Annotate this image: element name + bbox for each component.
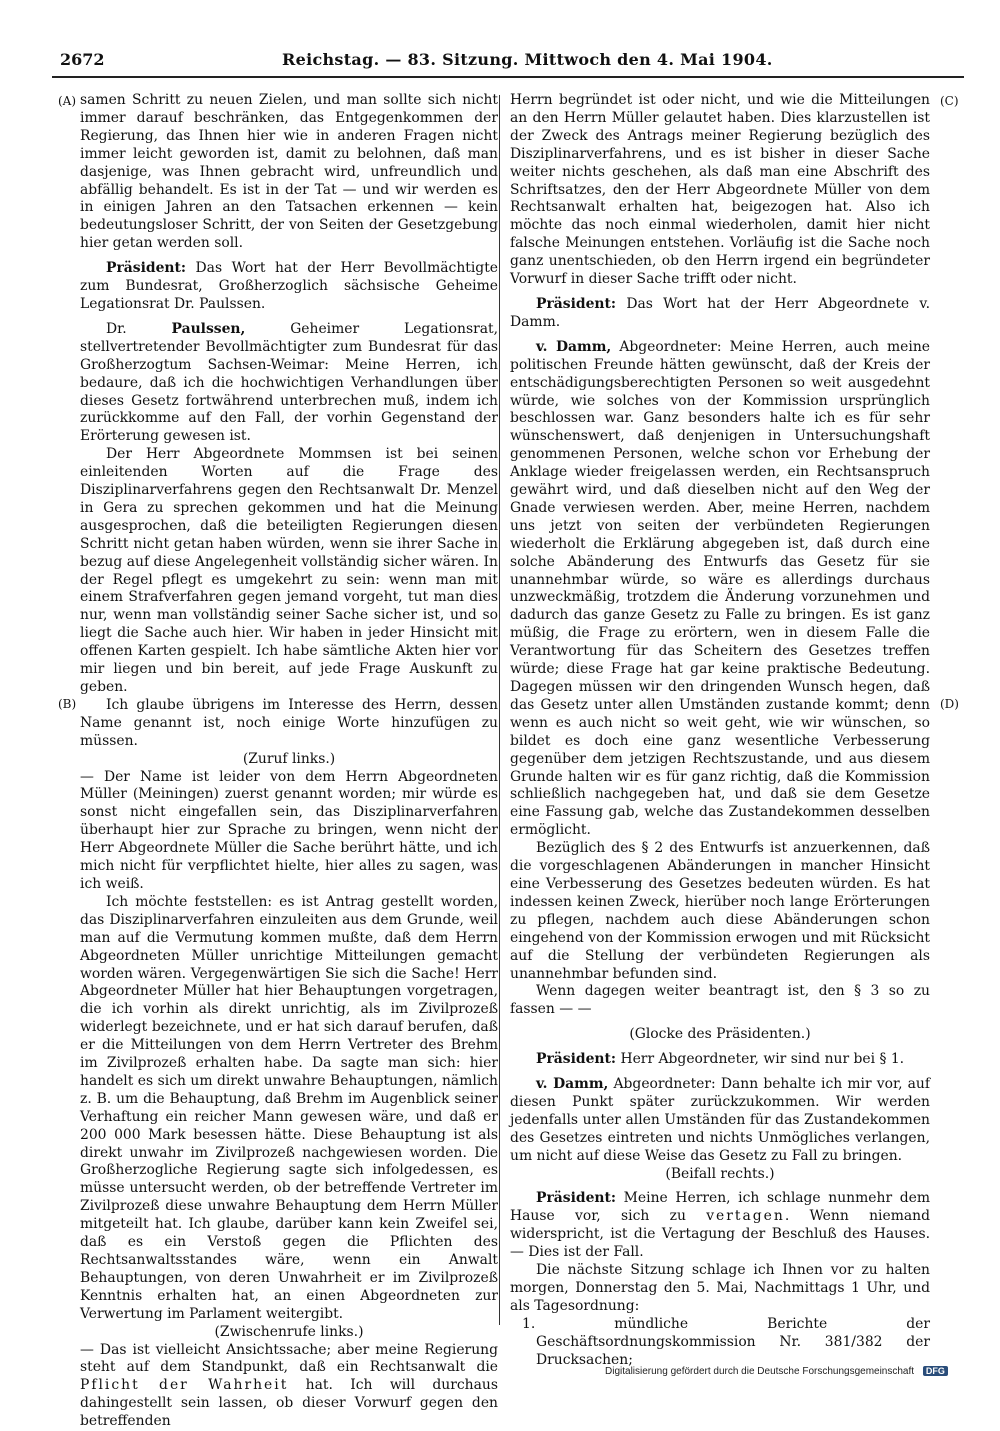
running-title: Reichstag. — 83. Sitzung. Mittwoch den 4. Mai 1904.: [282, 50, 773, 69]
speaker-title: Dr.: [106, 320, 172, 337]
paragraph: [510, 1190, 930, 1262]
right-column: [510, 92, 930, 1370]
paragraph: [510, 339, 930, 840]
paragraph: samen Schritt zu neuen Zielen, und man sollte sich nicht immer darauf beschränken, das Entgegenkommen der Regierung, das Ihnen hier wie in anderen Fragen nicht immer leicht geworden ist, damit zu belohnen, daß man dasjenige, was Ihnen gebracht wird, unfreundlich und abfällig behandelt. Es ist in der Tat — und wir werden es in einigen Jahren an den Tatsachen erkennen — kein bedeutungsloser Schritt, der von Seiten der Gesetzgebung hier getan werden soll.: [80, 92, 498, 252]
digitization-credit: [605, 1366, 948, 1377]
paragraph: [80, 260, 498, 314]
paragraph: Die nächste Sitzung schlage ich Ihnen vor zu halten morgen, Donnerstag den 5. Mai, Nachmittags 1 Uhr, und als Tagesordnung:: [510, 1262, 930, 1314]
speech-text: hat. Ich will durchaus dahingestellt sein lassen, ob dieser Vorwurf gegen den betreffenden: [80, 1377, 498, 1430]
interjection: (Zuruf links.): [242, 750, 336, 767]
speaker-name: v. Damm,: [536, 1076, 609, 1093]
agenda-item: 1. mündliche Berichte der Geschäftsordnungskommission Nr. 381/382 der Drucksachen;: [522, 1315, 930, 1368]
margin-marker-a: (A): [58, 94, 77, 108]
header-rule: [52, 76, 964, 78]
paragraph: [510, 1076, 930, 1166]
margin-marker-b: (B): [58, 697, 77, 711]
page-header: [52, 50, 962, 74]
dfg-logo: DFG: [923, 1366, 948, 1376]
speaker-name: Paulssen,: [171, 320, 246, 337]
speaker-name: v. Damm,: [536, 338, 612, 355]
paragraph: Wenn dagegen weiter beantragt ist, den § 3 so zu fassen — —: [510, 983, 930, 1018]
interjection: (Beifall rechts.): [665, 1165, 775, 1182]
speaker-name: Präsident:: [536, 1051, 617, 1068]
speaker-name: Präsident:: [536, 295, 617, 312]
speaker-name: Präsident:: [536, 1190, 617, 1207]
paragraph: Ich glaube übrigens im Interesse des Herrn, dessen Name genannt ist, noch einige Worte hinzufügen zu müssen.: [80, 696, 498, 749]
margin-marker-d: (D): [940, 697, 959, 711]
paragraph: Herrn begründet ist oder nicht, und wie die Mitteilungen an den Herrn Müller gelautet haben. Dies klarzustellen ist der Zweck des Antrags meiner Regierung bezüglich des Disziplinarverfahrens, und es ist bisher in dieser Sache weiter nichts geschehen, als daß man eine Abschrift des Schriftsatzes, den der Herr Abgeordnete Müller von dem Rechtsanwalt erhalten hat, beigezogen hat. Also ich möchte das noch einmal wiederholen, damit hier nicht falsche Meinungen entstehen. Vorläufig ist die Sache noch ganz unentschieden, ob den Herrn irgend ein begründeter Vorwurf in dieser Sache trifft oder nicht.: [510, 92, 930, 288]
credit-text: Digitalisierung gefördert durch die Deutsche Forschungsgemeinschaft: [605, 1366, 915, 1377]
speech-text: Abgeordneter: Meine Herren, auch meine politischen Freunde hätten gewünscht, daß der Kreis der entschädigungsberechtigten Personen so weit ausgedehnt würde, wie solches von der Kommission ursprünglich beschlossen war. Ganz besonders halte ich es für sehr wünschenswert, daß denjenigen in Untersuchungshaft genommenen Personen, welche schon vor Erhebung der Anklage wieder freigelassen werden, ein Rechtsanspruch gewährt wird, und daß dieselben nicht auf den Weg der Gnade verwiesen werden. Aber, meine Herren, nachdem uns jetzt von seiten der verbündeten Regierungen wiederholt die Erklärung abgegeben ist, daß durch eine solche Abänderung des Entwurfs das Gesetz für sie unannehmbar würde, so wäre es allerdings durchaus unzweckmäßig, trotzdem die Änderung vorzunehmen und dadurch das ganze Gesetz zu Falle zu bringen. Es ist ganz müßig, die Frage zu erörtern, wen in diesem Falle die Verantwortung für das Scheitern des Gesetzes treffen würde; diese Frage hat gar keine praktische Bedeutung. Dagegen müssen wir den dringenden Wunsch hegen, daß das Gesetz unter allen Umständen zustande kommt; denn wenn es auch nicht so weit geht, wie wir wünschen, so bildet es doch eine ganz wesentliche Verbesserung gegenüber dem jetzigen Rechtszustande, und aus diesem Grunde halten wir es für ganz richtig, daß die Kommission schließlich nachgegeben hat, und daß sie dem Gesetze eine Fassung gab, welche das Zustandekommen desselben ermöglicht.: [510, 338, 930, 839]
left-column: [80, 92, 498, 1431]
paragraph: Ich möchte feststellen: es ist Antrag gestellt worden, das Disziplinarverfahren einzuleiten aus dem Grunde, weil man auf die Vermutung kommen mußte, daß dem Herrn Abgeordneten Müller unrichtige Mitteilungen gemacht worden wären. Vergegenwärtigen Sie sich die Sache! Herr Abgeordneter Müller hat hier Behauptungen vorgetragen, die ich vorhin als direkt unrichtig, als im Zivilprozeß widerlegt bezeichnete, und er hat sich darauf berufen, daß er die Mitteilungen von dem Herrn Vertreter des Brehm im Zivilprozeß erhalten habe. Da sagte man sich: hier handelt es sich um direkt unwahre Behauptungen, nämlich z. B. um die Behauptung, daß Brehm im Augenblick seiner Verhaftung ein reicher Mann gewesen wäre, und daß er 200 000 Mark besessen hätte. Diese Behauptung ist als direkt unwahr im Zivilprozeß nachgewiesen worden. Die Großherzogliche Regierung sagte sich infolgedessen, es müsse untersucht werden, ob der betreffende Vertreter im Zivilprozeß diese unwahre Behauptung dem Herrn Müller mitgeteilt hat. Ich glaube, darüber kann kein Zweifel sei, daß es ein Verstoß gegen die Pflichten des Rechtsanwaltsstandes wäre, wenn ein Anwalt Behauptungen, von deren Unwahrheit er im Zivilprozeß Kenntnis erhalten hat, an einen Abgeordneten zur Verwertung im Parlament weitergibt.: [80, 893, 498, 1322]
paragraph: Der Herr Abgeordnete Mommsen ist bei seinen einleitenden Worten auf die Frage des Disziplinarverfahrens gegen den Rechtsanwalt Dr. Menzel in Gera zu sprechen gekommen und hat die Meinung ausgesprochen, daß die beteiligten Regierungen diesen Schritt nicht getan haben würden, wenn sie ihrer Sache in bezug auf diese Angelegenheit vollständig sicher wären. In der Regel pflegt es umgekehrt zu sein: wenn man mit einem Strafverfahren gegen jemand vorgeht, tut man dies nur, wenn man vollständig seiner Sache sicher ist, und so liegt die Sache auch hier. Wir haben in jeder Hinsicht mit offenen Karten gespielt. Ich habe sämtliche Akten hier vor mir liegen und bin bereit, auf jede Frage Auskunft zu geben.: [80, 446, 498, 695]
speech-text: Herr Abgeordneter, wir sind nur bei § 1.: [616, 1051, 905, 1068]
page-number: 2672: [60, 50, 105, 69]
column-divider: [499, 95, 500, 1325]
interjection: (Zwischenrufe links.): [214, 1323, 364, 1340]
speech-text: Das Wort hat der Herr Bevollmächtigte zum Bundesrat, Großherzoglich sächsische Geheime Legationsrat Dr. Paulssen.: [80, 260, 498, 312]
paragraph: [510, 1051, 930, 1069]
speech-text: . Wenn niemand widerspricht, ist die Vertagung der Beschluß des Hauses. — Dies ist der Fall.: [510, 1208, 930, 1261]
paragraph: [80, 1342, 498, 1431]
paragraph: [510, 296, 930, 332]
speech-text: — Das ist vielleicht Ansichtssache; aber meine Regierung steht auf dem Standpunkt, daß ein Rechtsanwalt die: [80, 1341, 498, 1376]
speech-text: Meine Herren, ich schlage nunmehr dem Hause vor, sich zu: [510, 1190, 930, 1225]
speech-text: Geheimer Legationsrat, stellvertretender Bevollmächtigter zum Bundesrat für das Großherzogtum Sachsen-Weimar: Meine Herren, ich bedaure, daß ich die hochwichtigen Verhandlungen über dieses Gesetz fortwährend unterbrechen muß, indem ich zurückkomme auf den Fall, der vorhin Gegenstand der Erörterung gewesen ist.: [80, 320, 498, 445]
emphasized-text: vertagen: [706, 1208, 785, 1225]
paragraph: — Der Name ist leider von dem Herrn Abgeordneten Müller (Meiningen) zuerst genannt worden; mir würde es sonst nicht eingefallen sein, das Disziplinarverfahren überhaupt hier zur Sprache zu bringen, wenn nicht der Herr Abgeordnete Müller die Sache berührt hätte, und ich mich nicht für verpflichtet hielte, hier alles zu sagen, was ich weiß.: [80, 768, 498, 892]
speech-text: Das Wort hat der Herr Abgeordnete v. Damm.: [510, 295, 930, 330]
margin-marker-c: (C): [940, 94, 959, 108]
emphasized-text: Pflicht der Wahrheit: [80, 1377, 289, 1394]
paragraph: [80, 321, 498, 446]
paragraph: Bezüglich des § 2 des Entwurfs ist anzuerkennen, daß die vorgeschlagenen Abänderungen in mancher Hinsicht eine Verbesserung des Gesetzes bedeuten würden. Es hat indessen keinen Zweck, hierüber noch lange Erörterungen zu pflegen, nachdem auch diese Abänderungen schon eingehend von der Kommission erwogen und mit Rücksicht auf die Stellung der verbündeten Regierungen als unannehmbar befunden sind.: [510, 840, 930, 982]
speaker-name: Präsident:: [106, 260, 187, 277]
speech-text: Abgeordneter: Dann behalte ich mir vor, auf diesen Punkt später zurückzukommen. Wir werden jedenfalls unter allen Umständen für das Zustandekommen des Gesetzes eintreten und nichts Unmögliches verlangen, um nicht auf diese Weise das Gesetz zu Fall zu bringen.: [510, 1076, 930, 1164]
interjection: (Glocke des Präsidenten.): [629, 1026, 811, 1043]
